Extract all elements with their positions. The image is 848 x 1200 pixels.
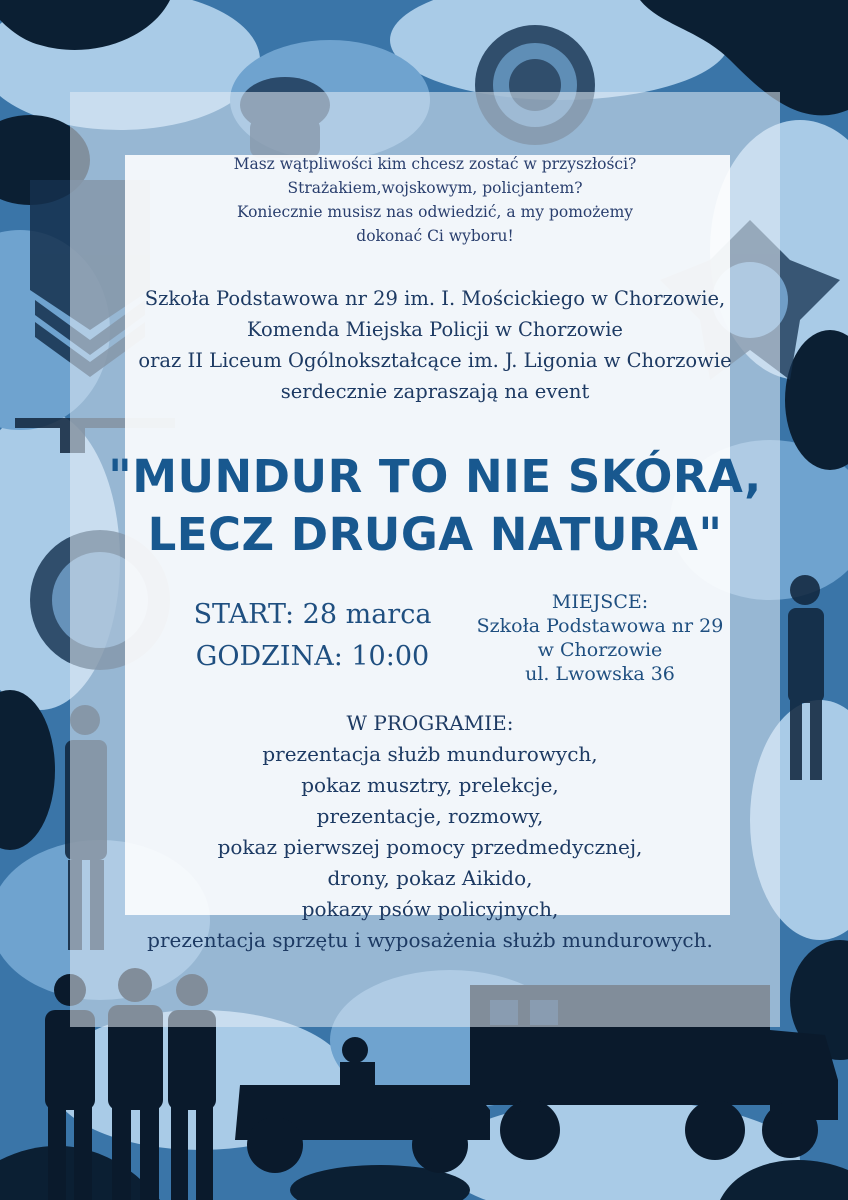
intro-line: Strażakiem,wojskowym, policjantem? [287, 179, 583, 197]
intro-line: Koniecznie musisz nas odwiedzić, a my pomożemy [236, 203, 634, 221]
start-time: GODZINA: 10:00 [195, 641, 430, 672]
program-item: prezentacje, rozmowy, [316, 804, 544, 828]
program-block [110, 708, 750, 956]
host-line: serdecznie zapraszają na event [280, 380, 590, 403]
program-heading: W PROGRAMIE: [346, 711, 514, 735]
event-title [40, 448, 830, 564]
event-date-block [170, 594, 455, 678]
intro-text [170, 152, 700, 248]
title-line-1: "MUNDUR TO NIE SKÓRA, [108, 450, 762, 503]
place-line: ul. Lwowska 36 [525, 663, 675, 685]
host-line: Komenda Miejska Policji w Chorzowie [247, 318, 623, 341]
program-item: prezentacja służb mundurowych, [262, 742, 598, 766]
place-label: MIEJSCE: [551, 591, 649, 613]
program-item: prezentacja sprzętu i wyposażenia służb mundurowych. [147, 928, 713, 952]
start-date: START: 28 marca [193, 599, 432, 630]
title-line-2: LECZ DRUGA NATURA" [147, 508, 723, 561]
program-item: pokaz musztry, prelekcje, [301, 773, 559, 797]
program-item: pokazy psów policyjnych, [301, 897, 559, 921]
host-line: Szkoła Podstawowa nr 29 im. I. Mościckiego w Chorzowie, [144, 287, 726, 310]
intro-line: Masz wątpliwości kim chcesz zostać w przyszłości? [233, 155, 637, 173]
event-place-block [465, 590, 735, 686]
intro-line: dokonać Ci wyboru! [356, 227, 514, 245]
place-line: w Chorzowie [537, 639, 663, 661]
host-line: oraz II Liceum Ogólnokształcące im. J. Ligonia w Chorzowie [138, 349, 732, 372]
place-line: Szkoła Podstawowa nr 29 [476, 615, 724, 637]
hosts-text [90, 283, 780, 407]
program-item: pokaz pierwszej pomocy przedmedycznej, [217, 835, 643, 859]
program-item: drony, pokaz Aikido, [327, 866, 533, 890]
